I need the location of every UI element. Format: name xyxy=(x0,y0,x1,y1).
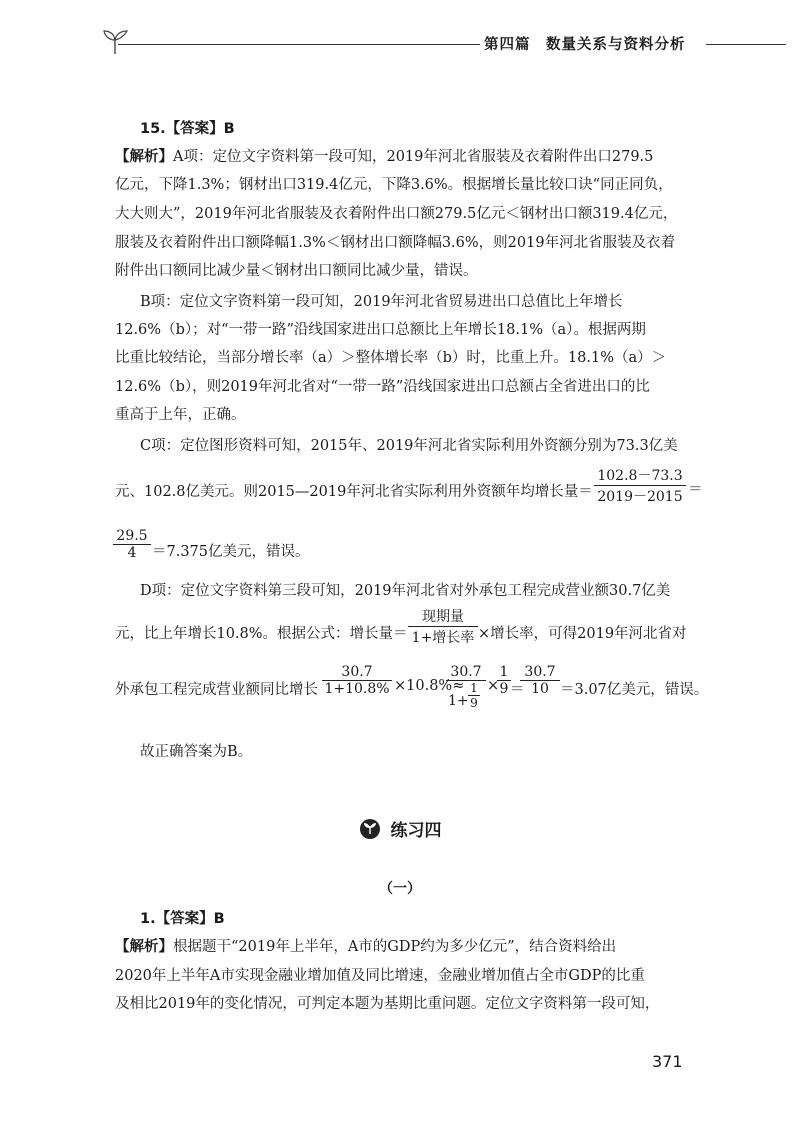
fraction-denominator: 10 xyxy=(531,681,549,697)
fraction-denominator-complex xyxy=(446,681,486,721)
analysis-text: A项：定位文字资料第一段可知，2019年河北省服装及衣着附件出口279.5 xyxy=(173,149,654,165)
analysis-a-line4: 服装及衣着附件出口额降幅1.3%＜钢材出口额降幅3.6%，则2019年河北省服装及衣着 xyxy=(115,235,676,251)
analysis-a-line2: 亿元，下降1.3%；钢材出口319.4亿元，下降3.6%。根据增长量比较口诀“同正同负， xyxy=(115,177,673,193)
header-title: 第四篇 数量关系与资料分析 xyxy=(480,33,690,54)
fraction-denominator: 2019－2015 xyxy=(597,489,683,505)
answer-label-1: 1.【答案】B xyxy=(140,911,225,927)
analysis-b-line4: 12.6%（b），则2019年河北省对“一带一路”沿线国家进出口总额占全省进出口的比 xyxy=(115,379,650,395)
analysis-d-line3a: 外承包工程完成营业额同比增长 xyxy=(115,682,318,698)
section-heading xyxy=(0,816,800,844)
fraction-c2 xyxy=(113,528,151,561)
header-rule-left xyxy=(118,44,480,45)
fraction-numerator: 102.8－73.3 xyxy=(594,465,686,486)
fraction-denominator: 1+增长率 xyxy=(411,630,475,646)
analysis-c-line1: C项：定位图形资料可知，2015年、2019年河北省实际利用外资额分别为73.3亿美 xyxy=(140,438,678,454)
analysis-d-end: ＝3.07亿美元，错误。 xyxy=(560,682,709,698)
analysis-d-line2a: 元，比上年增长10.8%。根据公式：增长量＝ xyxy=(115,626,408,642)
analysis-a-line5: 附件出口额同比减少量＜钢材出口额同比减少量，错误。 xyxy=(115,263,478,279)
sprout-icon xyxy=(100,26,130,56)
fraction-denominator: 9 xyxy=(499,681,509,697)
operator-mid3: ＝ xyxy=(510,682,525,698)
analysis-c-result: ＝7.375亿美元，错误。 xyxy=(152,544,310,560)
fraction-den-prefix: 1+ xyxy=(448,693,469,709)
section-title: 练习四 xyxy=(390,821,442,841)
analysis-q1-line2: 2020年上半年A市实现金融业增加值及同比增速，金融业增加值占全市GDP的比重 xyxy=(115,968,645,984)
analysis-d-line2b: ×增长率，可得2019年河北省对 xyxy=(478,626,687,642)
analysis-q1-line1 xyxy=(115,933,616,962)
nested-denominator: 9 xyxy=(470,696,478,710)
fraction-numerator: 1 xyxy=(497,664,511,681)
nested-fraction xyxy=(468,681,480,710)
fraction-d1 xyxy=(322,664,392,697)
header-rule-right xyxy=(706,44,786,45)
analysis-a-line3: 大大则大”，2019年河北省服装及衣着附件出口额279.5亿元＜钢材出口额319.4亿元， xyxy=(115,206,678,222)
nested-numerator: 1 xyxy=(468,681,480,696)
analysis-tag: 【解析】 xyxy=(115,149,173,165)
fraction-d2 xyxy=(446,664,486,721)
operator-mid1: ×10.8%≈ xyxy=(394,678,465,694)
fraction-d-formula xyxy=(408,606,478,647)
page-number: 371 xyxy=(652,1052,683,1071)
fraction-numerator: 30.7 xyxy=(322,664,392,681)
fraction-d4 xyxy=(520,664,560,697)
analysis-d-line1: D项：定位文字资料第三段可知，2019年河北省对外承包工程完成营业额30.7亿美 xyxy=(140,583,671,599)
analysis-q1-line3: 及相比2019年的变化情况，可判定本题为基期比重问题。定位文字资料第一段可知， xyxy=(115,996,660,1012)
subsection-heading: （一） xyxy=(379,881,421,897)
fraction-d3 xyxy=(497,664,511,697)
section-badge-icon xyxy=(359,818,381,840)
fraction-numerator: 30.7 xyxy=(520,664,560,681)
fraction-numerator: 29.5 xyxy=(113,528,151,545)
analysis-c-line2: 元、102.8亿美元。则2015—2019年河北省实际利用外资额年均增长量＝ xyxy=(115,484,593,500)
fraction-numerator: 现期量 xyxy=(408,606,478,627)
fraction-denominator: 4 xyxy=(127,545,137,561)
analysis-b-line2: 12.6%（b）；对“一带一路”沿线国家进出口总额比上年增长18.1%（a）。根据两期 xyxy=(115,322,646,338)
fraction-c1 xyxy=(594,465,686,506)
analysis-a-line1 xyxy=(115,143,653,172)
equals-sign: ＝ xyxy=(688,482,703,498)
final-answer: 故正确答案为B。 xyxy=(140,744,253,760)
fraction-denominator: 1+10.8% xyxy=(324,681,390,697)
fraction-numerator: 30.7 xyxy=(446,664,486,681)
answer-label-15: 15.【答案】B xyxy=(140,121,235,137)
analysis-b-line3: 比重比较结论，当部分增长率（a）＞整体增长率（b）时，比重上升。18.1%（a）＞ xyxy=(115,350,667,366)
operator-mid2: × xyxy=(487,678,500,694)
analysis-b-line5: 重高于上年，正确。 xyxy=(115,407,246,423)
analysis-tag: 【解析】 xyxy=(115,939,173,955)
analysis-text: 根据题干“2019年上半年，A市的GDP约为多少亿元”，结合资料给出 xyxy=(173,939,617,955)
analysis-b-line1: B项：定位文字资料第一段可知，2019年河北省贸易进出口总值比上年增长 xyxy=(140,294,623,310)
